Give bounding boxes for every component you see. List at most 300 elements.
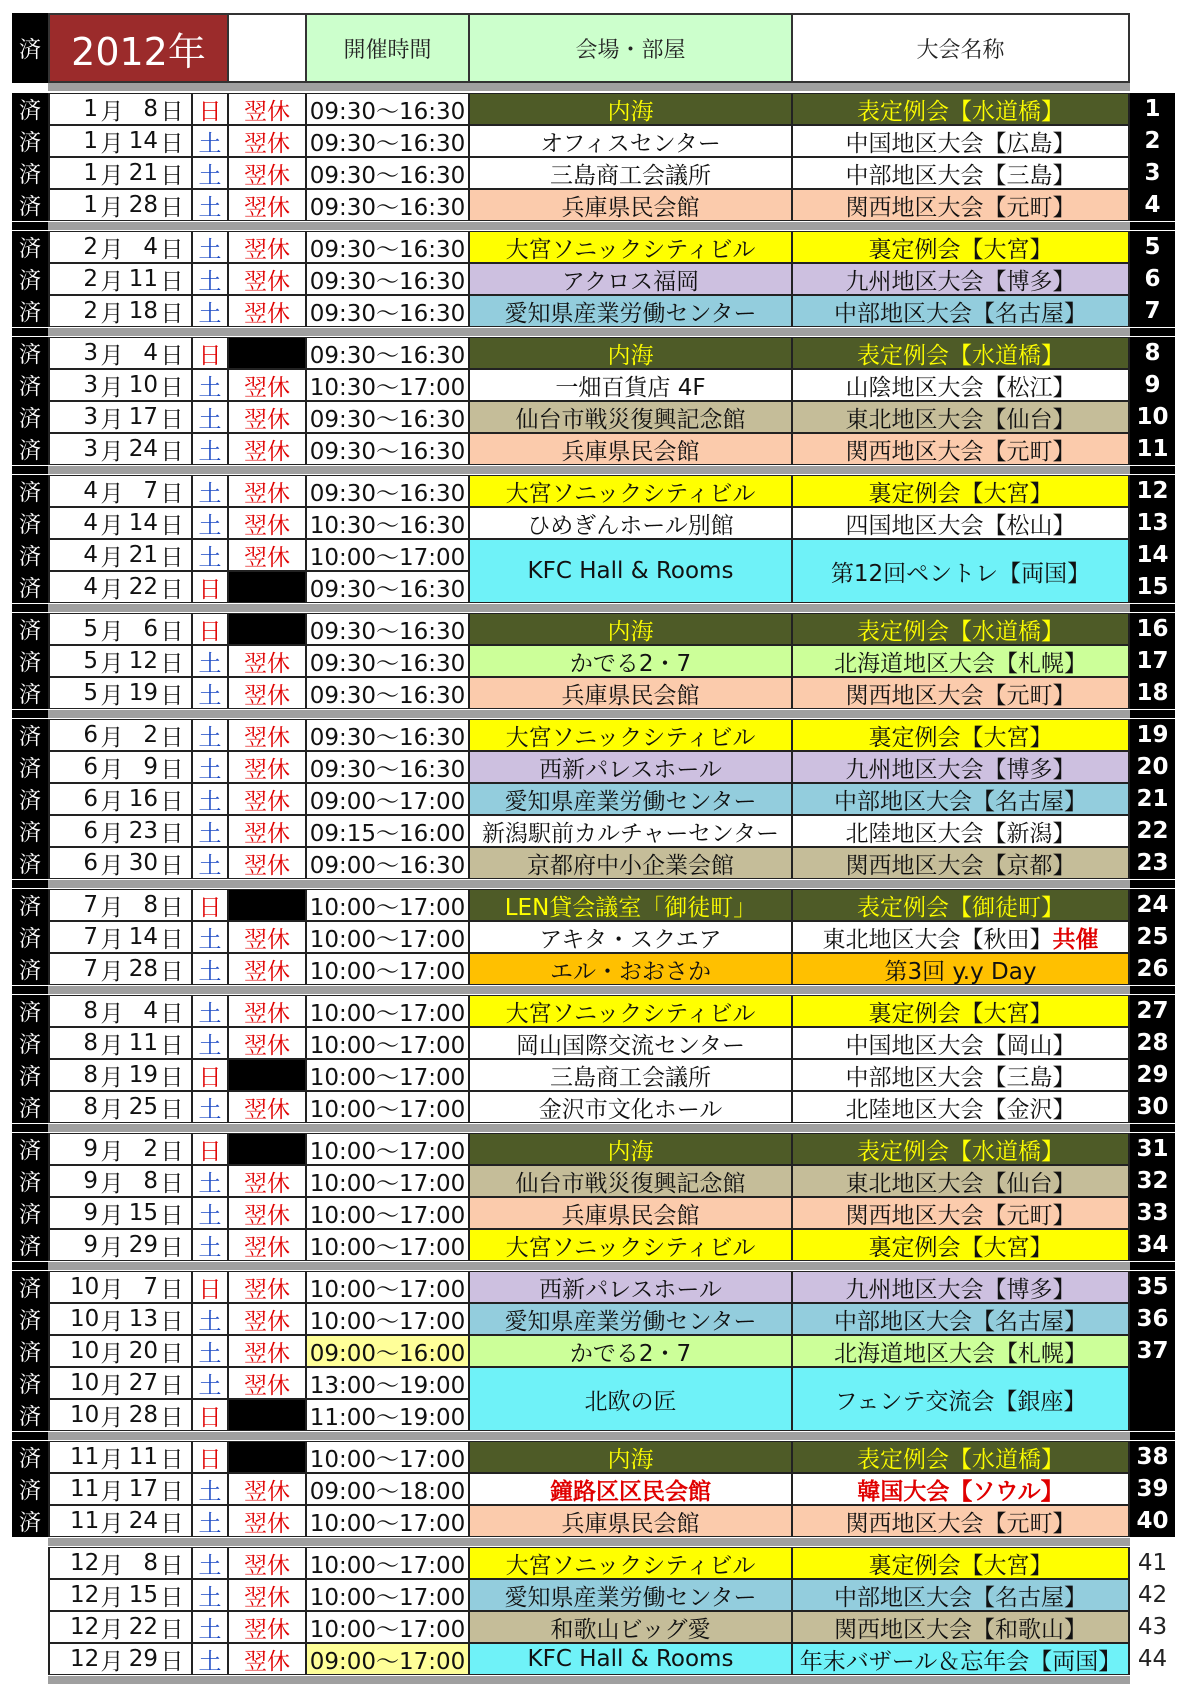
day: 27 [128,1370,158,1396]
time-range: 09:00～16:00 [307,1335,470,1367]
month: 6 [83,850,98,876]
venue-cell [470,157,793,189]
group-separator [48,1432,1130,1440]
month: 4 [83,574,98,600]
date-cell [48,93,193,125]
time-range: 10:00～17:00 [307,1197,470,1229]
holiday-note: 翌休 [229,1643,307,1675]
month: 4 [83,478,98,504]
day-unit: 日 [160,1584,184,1611]
done-mark: 済 [12,815,48,847]
table-row [0,1611,1181,1643]
table-row [0,751,1181,783]
venue-name: 愛知県産業労働センター [504,788,757,815]
holiday-note: 翌休 [229,369,307,401]
day-unit: 日 [160,1032,184,1059]
done-mark: 済 [12,1473,48,1505]
venue-cell [470,337,793,369]
holiday-note: 翌休 [229,1091,307,1123]
venue-cell [470,1091,793,1123]
group-separator-num [1130,604,1175,612]
event-number: 15 [1130,571,1175,603]
done-mark: 済 [12,921,48,953]
event-number: 25 [1130,921,1175,953]
date-cell [48,401,193,433]
weekday: 日 [193,337,229,369]
month: 11 [70,1476,100,1502]
month-unit: 月 [100,756,124,783]
date-cell [48,1505,193,1537]
weekday: 土 [193,507,229,539]
holiday-note: 翌休 [229,1303,307,1335]
day: 14 [128,510,158,536]
event-name: 中部地区大会【三島】 [845,1064,1076,1091]
venue-name: 愛知県産業労働センター [504,1308,757,1335]
weekday: 日 [193,1059,229,1091]
venue-cell [470,433,793,465]
day: 19 [128,1062,158,1088]
group-separator-num [1130,1124,1175,1132]
month: 2 [83,234,98,260]
month-unit: 月 [100,1584,124,1611]
time-range: 10:30～17:00 [307,369,470,401]
holiday-note: 翌休 [229,751,307,783]
event-name: 北陸地区大会【新潟】 [845,820,1076,847]
weekday: 土 [193,263,229,295]
day: 24 [128,1508,158,1534]
venue-cell [470,613,793,645]
table-row [0,1335,1181,1367]
group-separator-num [1130,880,1175,888]
holiday-note: 翌休 [229,189,307,221]
day-unit: 日 [160,1202,184,1229]
time-range: 09:30～16:30 [307,719,470,751]
time-range: 09:30～16:30 [307,677,470,709]
weekday: 土 [193,847,229,879]
table-row [0,337,1181,369]
table-row [0,1579,1181,1611]
weekday: 土 [193,231,229,263]
holiday-note: 翌休 [229,1027,307,1059]
event-number: 21 [1130,783,1175,815]
done-mark: 済 [12,93,48,125]
event-cell [793,401,1130,433]
group-separator-num [1130,222,1175,230]
table-row [0,1271,1181,1303]
event-cell [793,1441,1130,1473]
day-unit: 日 [160,650,184,677]
table-row [0,189,1181,221]
done-mark: 済 [12,539,48,571]
group-separator-num [1130,328,1175,336]
day: 18 [128,298,158,324]
done-mark [12,1547,48,1579]
holiday-note: 翌休 [229,1229,307,1261]
venue-name: 兵庫県民会館 [561,438,700,465]
day-unit: 日 [160,1478,184,1505]
date-cell [48,1059,193,1091]
venue-name: 新潟駅前カルチャーセンター [482,820,779,847]
table-row [0,1229,1181,1261]
month: 10 [70,1370,100,1396]
month-unit: 月 [100,1096,124,1123]
day: 6 [143,616,158,642]
day-unit: 日 [160,1648,184,1675]
event-cell [793,1091,1130,1123]
group-separator-num [1130,710,1175,718]
venue-cell [470,719,793,751]
done-mark: 済 [12,231,48,263]
event-number: 17 [1130,645,1175,677]
group-separator-done [12,466,48,474]
date-cell [48,189,193,221]
event-name: 関西地区大会【元町】 [845,1202,1076,1229]
date-cell [48,1473,193,1505]
month-unit: 月 [100,958,124,985]
done-mark [12,1579,48,1611]
event-number: 29 [1130,1059,1175,1091]
date-cell [48,1303,193,1335]
month: 5 [83,680,98,706]
event-cell [793,295,1130,327]
weekday: 土 [193,1611,229,1643]
date-cell [48,369,193,401]
date-cell [48,539,193,571]
done-mark: 済 [12,613,48,645]
day: 2 [143,722,158,748]
weekday: 日 [193,889,229,921]
event-cell [793,475,1130,507]
done-mark [12,1643,48,1675]
venue-cell [470,125,793,157]
month-unit: 月 [100,1478,124,1505]
bottom-separator [48,1676,1130,1684]
holiday-note: 翌休 [229,1579,307,1611]
event-name: 中部地区大会【三島】 [845,162,1076,189]
event-name: 表定例会【水道橋】 [857,342,1064,369]
date-cell [48,571,193,603]
event-number: 2 [1130,125,1175,157]
date-cell [48,295,193,327]
month-unit: 月 [100,1616,124,1643]
table-row [0,645,1181,677]
event-cell [793,1547,1130,1579]
venue-cell [470,1165,793,1197]
table-row [0,1059,1181,1091]
time-range: 10:00～17:00 [307,1091,470,1123]
date-cell [48,507,193,539]
month-unit: 月 [100,1552,124,1579]
event-cell [793,1027,1130,1059]
time-range: 09:30～16:30 [307,645,470,677]
time-range: 10:00～17:00 [307,1165,470,1197]
event-name: 関西地区大会【元町】 [845,194,1076,221]
venue-name: 一畑百貨店 4F [555,374,706,401]
day-unit: 日 [160,1276,184,1303]
date-cell [48,263,193,295]
month: 2 [83,266,98,292]
done-mark: 済 [12,263,48,295]
holiday-note: 翌休 [229,1547,307,1579]
table-row [0,1027,1181,1059]
event-cell [793,231,1130,263]
month: 12 [70,1550,100,1576]
month: 9 [83,1200,98,1226]
date-cell [48,337,193,369]
table-row [0,677,1181,709]
event-name: 裏定例会【大宮】 [868,236,1053,263]
event-cell [793,1643,1130,1675]
event-name: 裏定例会【大宮】 [868,1000,1053,1027]
day-unit: 日 [160,1404,184,1431]
holiday-note: 翌休 [229,953,307,985]
day-unit: 日 [160,1372,184,1399]
event-number: 22 [1130,815,1175,847]
venue-name: 内海 [607,342,654,369]
month-unit: 月 [100,1340,124,1367]
month-unit: 月 [100,618,124,645]
holiday-note: 翌休 [229,677,307,709]
group-separator-done [12,222,48,230]
done-mark: 済 [12,401,48,433]
day: 8 [143,1168,158,1194]
event-name: 第3回 y.y Day [884,958,1037,985]
month: 3 [83,436,98,462]
event-number: 13 [1130,507,1175,539]
venue-cell [470,751,793,783]
date-cell [48,433,193,465]
day: 4 [143,998,158,1024]
holiday-note: 翌休 [229,847,307,879]
table-row [0,889,1181,921]
month: 11 [70,1508,100,1534]
table-row [0,613,1181,645]
venue-name: かでる2・7 [569,1340,692,1367]
holiday-note [229,1059,307,1091]
time-range: 09:15～16:00 [307,815,470,847]
holiday-note [229,337,307,369]
day: 30 [128,850,158,876]
group-separator [48,1124,1130,1132]
date-cell [48,1547,193,1579]
table-row [0,1165,1181,1197]
date-cell [48,645,193,677]
venue-cell [470,295,793,327]
holiday-note: 翌休 [229,783,307,815]
month: 10 [70,1274,100,1300]
group-separator-done [12,880,48,888]
event-number: 11 [1130,433,1175,465]
month: 1 [83,128,98,154]
day: 15 [128,1582,158,1608]
weekday: 日 [193,613,229,645]
day-unit: 日 [160,1000,184,1027]
month-unit: 月 [100,852,124,879]
group-separator [48,710,1130,718]
month-unit: 月 [100,682,124,709]
month-unit: 月 [100,1372,124,1399]
venue-name: 兵庫県民会館 [561,682,700,709]
date-cell [48,1367,193,1399]
table-row [0,1505,1181,1537]
event-number: 35 [1130,1271,1175,1303]
date-cell [48,1229,193,1261]
venue-name: 内海 [607,618,654,645]
done-mark: 済 [12,1133,48,1165]
venue-cell [470,1133,793,1165]
venue-cell [470,783,793,815]
event-cell [793,1611,1130,1643]
event-name: 北海道地区大会【札幌】 [834,1340,1087,1367]
venue-name: 兵庫県民会館 [561,1510,700,1537]
day-unit: 日 [160,162,184,189]
done-mark: 済 [12,571,48,603]
time-range: 09:00～16:30 [307,847,470,879]
day: 10 [128,372,158,398]
venue-name: 愛知県産業労働センター [504,300,757,327]
venue-name: 大宮ソニックシティビル [505,1000,756,1027]
venue-name: 和歌山ビッグ愛 [550,1616,711,1643]
event-cell [793,1197,1130,1229]
day-unit: 日 [160,130,184,157]
month-unit: 月 [100,512,124,539]
event-name: 九州地区大会【博多】 [845,1276,1076,1303]
date-cell [48,1441,193,1473]
event-number: 23 [1130,847,1175,879]
venue-name: 兵庫県民会館 [561,1202,700,1229]
weekday: 日 [193,1399,229,1431]
month-unit: 月 [100,926,124,953]
table-row [0,433,1181,465]
time-range: 09:30～16:30 [307,157,470,189]
venue-cell [470,889,793,921]
done-mark: 済 [12,125,48,157]
time-range: 10:00～17:00 [307,1505,470,1537]
venue-cell [470,1271,793,1303]
event-cell [793,645,1130,677]
month-unit: 月 [100,788,124,815]
month: 8 [83,1062,98,1088]
weekday: 土 [193,921,229,953]
day-unit: 日 [160,926,184,953]
event-cell [793,369,1130,401]
day: 4 [143,340,158,366]
time-range: 10:00～17:00 [307,1303,470,1335]
venue-name: 仙台市戦災復興記念館 [515,406,746,433]
done-mark: 済 [12,337,48,369]
day: 2 [143,1136,158,1162]
day-unit: 日 [160,1446,184,1473]
day-unit: 日 [160,268,184,295]
month-unit: 月 [100,342,124,369]
done-mark: 済 [12,751,48,783]
group-separator [48,604,1130,612]
day: 21 [128,160,158,186]
date-cell [48,1399,193,1431]
holiday-note [229,1133,307,1165]
holiday-note: 翌休 [229,401,307,433]
time-range: 09:30～16:30 [307,475,470,507]
done-mark: 済 [12,157,48,189]
event-name: 中部地区大会【名古屋】 [834,300,1087,327]
day-unit: 日 [160,576,184,603]
group-separator [48,1262,1130,1270]
month-unit: 月 [100,1000,124,1027]
weekday: 土 [193,1547,229,1579]
venue-name: 内海 [607,1138,654,1165]
day-unit: 日 [160,852,184,879]
day-unit: 日 [160,788,184,815]
weekday: 土 [193,1473,229,1505]
event-number: 18 [1130,677,1175,709]
event-cell [793,507,1130,539]
event-name: 東北地区大会【仙台】 [845,1170,1076,1197]
day-unit: 日 [160,438,184,465]
event-name: 四国地区大会【松山】 [845,512,1076,539]
event-number: 9 [1130,369,1175,401]
event-cell [793,1303,1130,1335]
done-mark: 済 [12,433,48,465]
group-separator [48,222,1130,230]
holiday-note: 翌休 [229,507,307,539]
venue-name: 大宮ソニックシティビル [505,1234,756,1261]
event-name: 九州地区大会【博多】 [845,756,1076,783]
day-unit: 日 [160,512,184,539]
venue-cell [470,263,793,295]
time-range: 09:00～18:00 [307,1473,470,1505]
holiday-note: 翌休 [229,475,307,507]
venue-name: 西新パレスホール [539,1276,722,1303]
month-unit: 月 [100,1308,124,1335]
weekday: 土 [193,369,229,401]
day: 11 [128,1030,158,1056]
event-number: 38 [1130,1441,1175,1473]
weekday: 土 [193,1165,229,1197]
group-separator-num [1130,1538,1175,1546]
table-row [0,93,1181,125]
event-number: 41 [1130,1547,1175,1579]
table-row [0,401,1181,433]
event-number: 44 [1130,1643,1175,1675]
date-cell [48,1197,193,1229]
event-cell [793,815,1130,847]
weekday: 土 [193,401,229,433]
date-cell [48,889,193,921]
venue-name: KFC Hall & Rooms [527,558,734,584]
table-row [0,1547,1181,1579]
holiday-note [229,613,307,645]
day: 7 [143,478,158,504]
done-mark: 済 [12,475,48,507]
weekday: 土 [193,751,229,783]
event-name: 中国地区大会【広島】 [845,130,1076,157]
venue-cell [470,1505,793,1537]
table-row [0,815,1181,847]
weekday: 土 [193,189,229,221]
done-mark: 済 [12,1229,48,1261]
day: 19 [128,680,158,706]
table-row [0,295,1181,327]
done-mark: 済 [12,1335,48,1367]
table-row [0,1303,1181,1335]
venue-name: 京都府中小企業会館 [527,852,734,879]
weekday: 土 [193,157,229,189]
month-unit: 月 [100,1510,124,1537]
date-cell [48,751,193,783]
month-unit: 月 [100,1202,124,1229]
venue-cell [470,93,793,125]
done-mark: 済 [12,1091,48,1123]
